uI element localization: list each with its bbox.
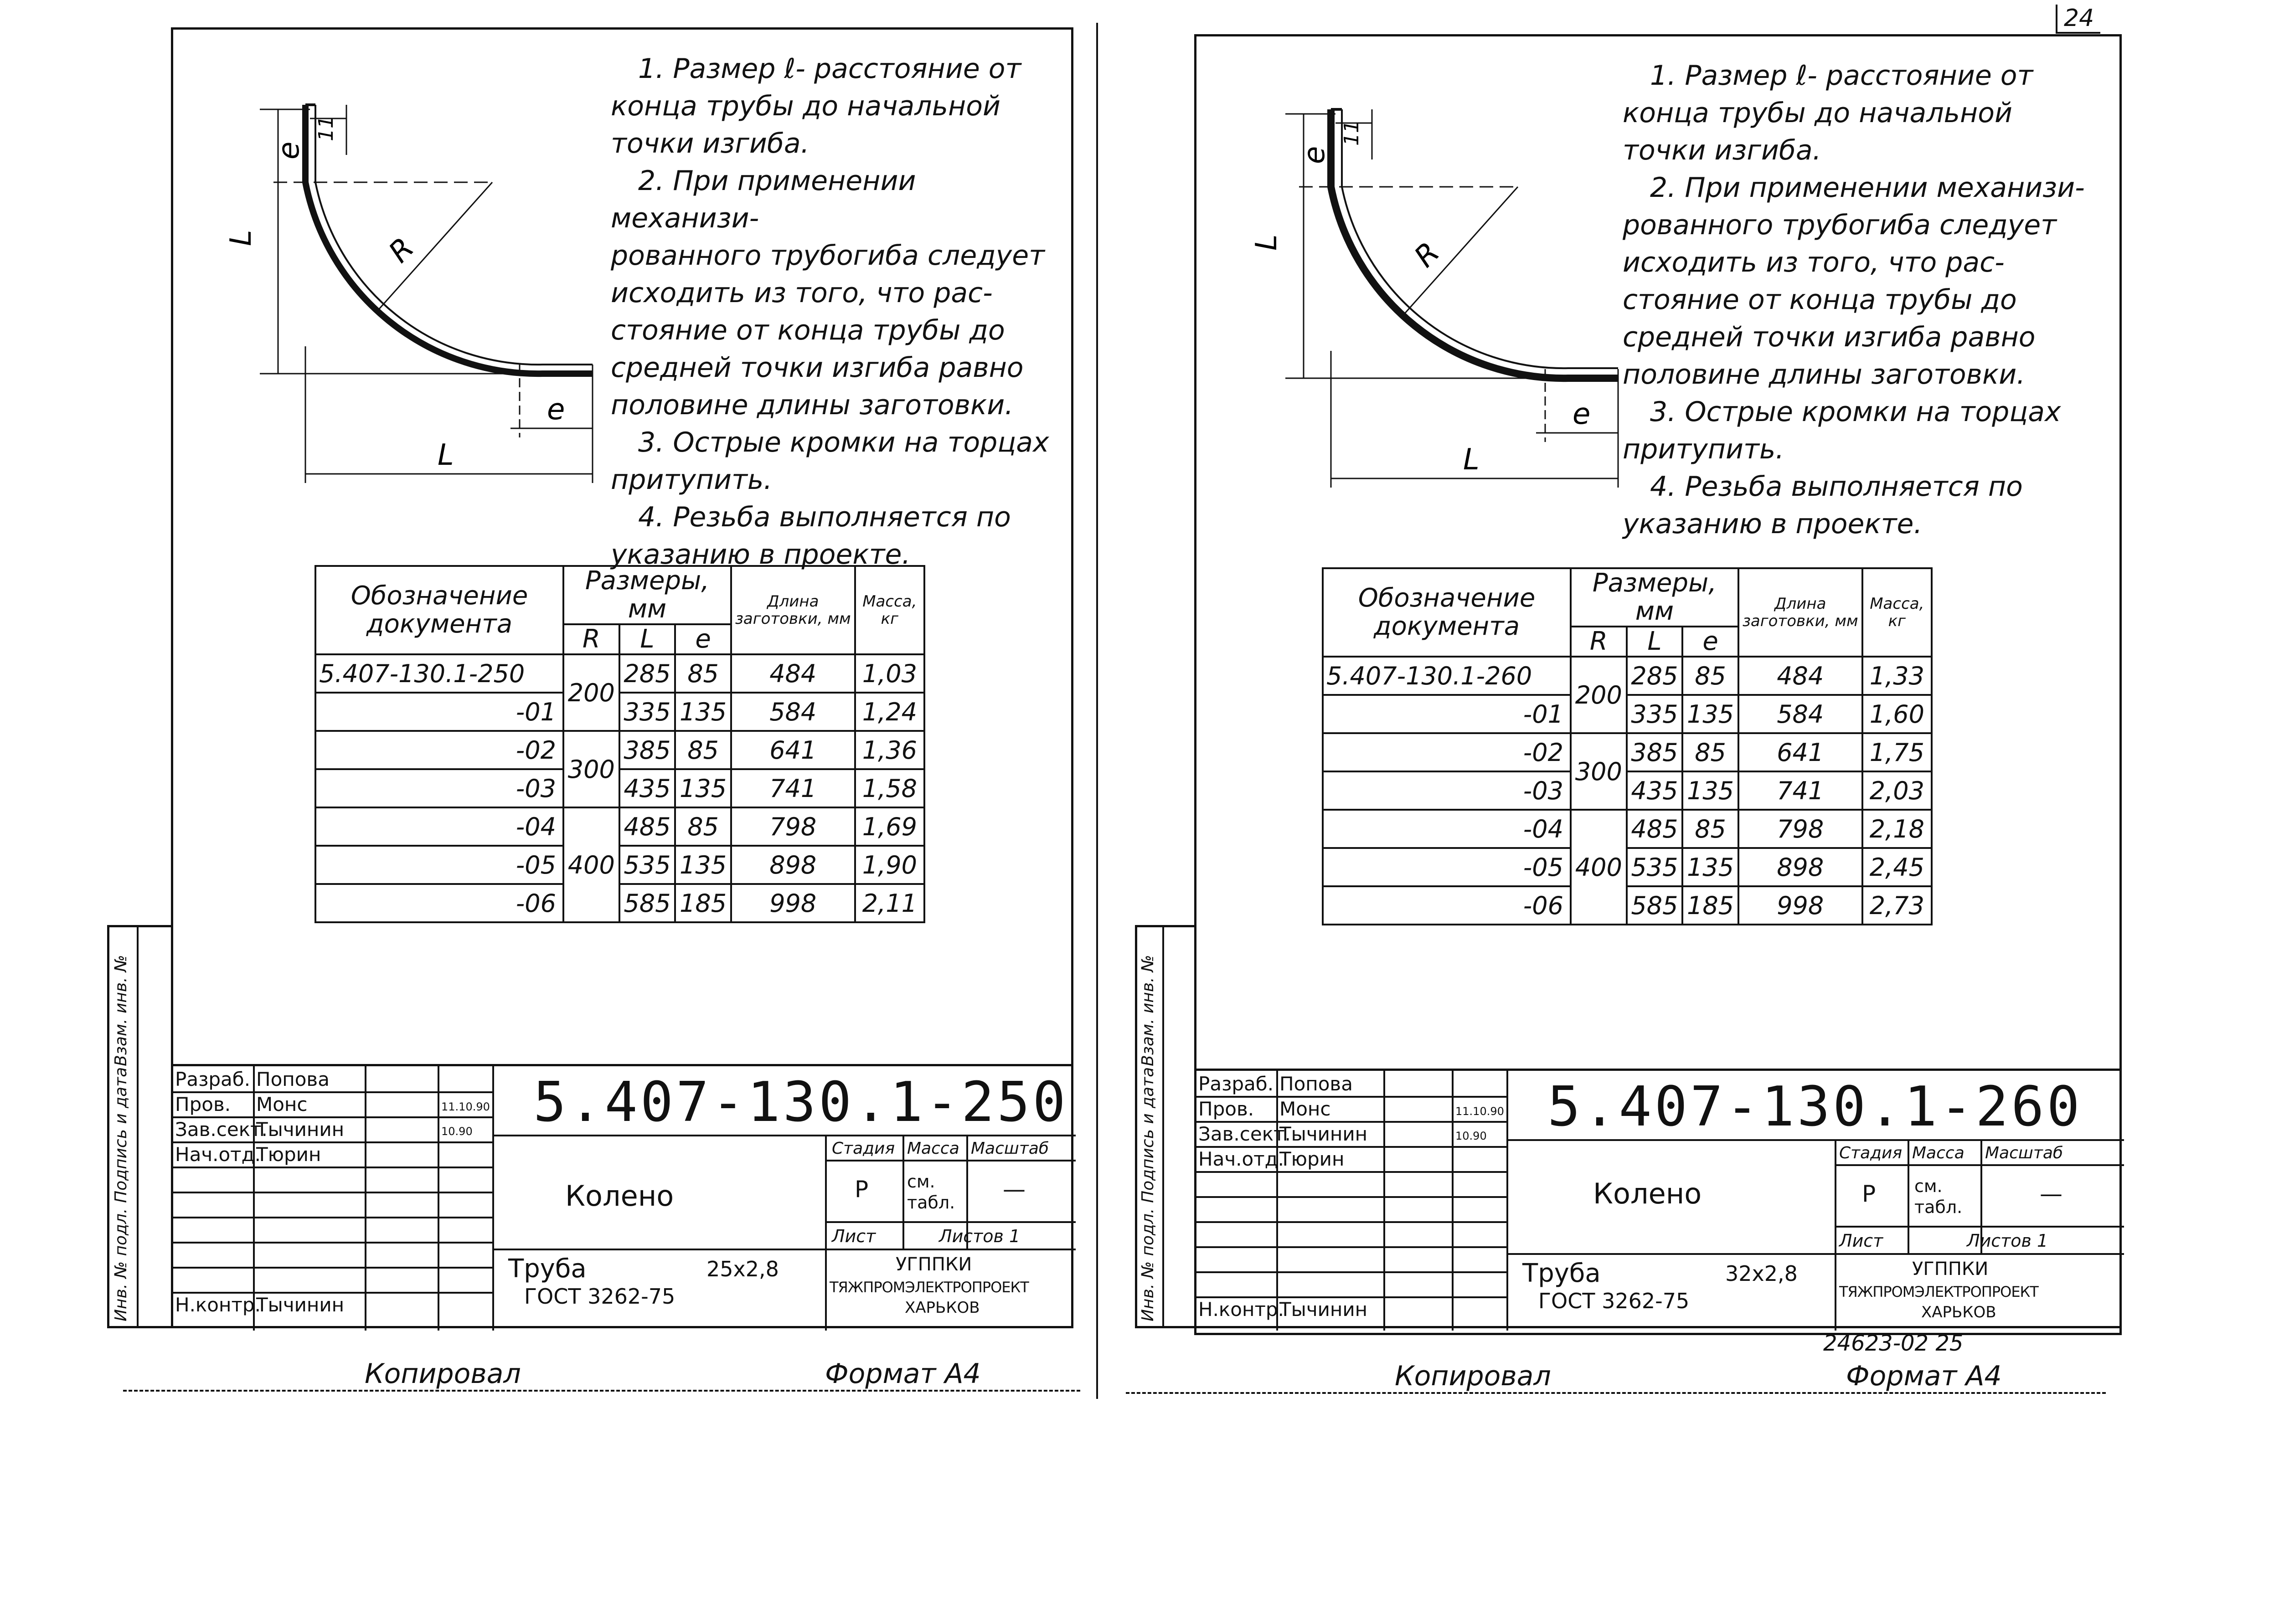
cell-mass: 1,33 [1862, 657, 1932, 695]
header-stage: Стадия [832, 1139, 895, 1158]
cell-L: 435 [619, 769, 675, 807]
note-line: точки изгиба. [1623, 134, 1821, 166]
table-row [315, 731, 924, 769]
cell-R: 200 [1571, 657, 1627, 733]
org-1: УГППКИ [1912, 1259, 1989, 1280]
header-mass: Масса, кг [1862, 568, 1932, 657]
doc-number: 5.407-130.1-260 [1547, 1075, 2083, 1139]
standard: ГОСТ 3262-75 [524, 1284, 675, 1309]
cell-length: 584 [1738, 695, 1862, 733]
cell-mass: 2,73 [1862, 886, 1932, 925]
cell-mass: 1,60 [1862, 695, 1932, 733]
item-name: Колено [565, 1179, 674, 1213]
cell-length: 998 [731, 884, 855, 922]
cell-L: 285 [619, 654, 675, 693]
header-scale: Масштаб [971, 1139, 1049, 1158]
sheet-separator [1096, 23, 1098, 1399]
cell-length: 798 [731, 807, 855, 846]
table-row [1323, 695, 1932, 733]
note-line: стояние от конца трубы до [611, 314, 1005, 346]
cell-mass: 1,90 [855, 846, 924, 884]
cell-designation: -06 [1323, 886, 1571, 925]
table-row [315, 654, 924, 693]
header-mass: Масса, кг [855, 566, 924, 654]
role-dept-head: Нач.отд. [1198, 1148, 1284, 1170]
cell-designation: -05 [315, 846, 563, 884]
doc-number: 5.407-130.1-250 [533, 1071, 1068, 1134]
cell-e: 135 [1682, 848, 1738, 886]
table-row [315, 769, 924, 807]
note-line: 2. При применении механизи- [1650, 172, 2085, 204]
header-length: Длина заготовки, мм [1738, 568, 1862, 657]
sheets-count: Листов 1 [1967, 1231, 2048, 1251]
org-1: УГППКИ [896, 1254, 972, 1275]
cell-L: 385 [619, 731, 675, 769]
cell-R: 400 [1571, 810, 1627, 925]
sheet-1-label-L-vert: L [224, 230, 258, 246]
mass-value: см. табл. [907, 1172, 955, 1213]
note-line: притупить. [1623, 433, 1784, 465]
note-line: притупить. [611, 464, 773, 496]
cell-mass: 1,75 [1862, 733, 1932, 771]
cell-length: 741 [1738, 771, 1862, 810]
sheet-2-label-e-horiz: e [1573, 397, 1591, 431]
table-row [1323, 810, 1932, 848]
role-sector-head: Зав.сект. [1198, 1123, 1291, 1145]
note-line: 2. При применении механизи- [611, 165, 916, 234]
cell-designation: -01 [315, 693, 563, 731]
role-checker: Пров. [1198, 1098, 1254, 1120]
footer-format: Формат А4 [1846, 1360, 2002, 1392]
role-developer: Разраб. [1198, 1073, 1274, 1095]
table-row [1323, 848, 1932, 886]
cell-length: 484 [731, 654, 855, 693]
note-line: точки изгиба. [611, 128, 810, 159]
header-designation: Обозначение документа [1323, 568, 1571, 657]
sheet-2-pipe-bend-drawing [1226, 96, 1636, 497]
cell-length: 484 [1738, 657, 1862, 695]
table-row [1323, 657, 1932, 695]
cell-L: 335 [619, 693, 675, 731]
cell-R: 300 [563, 731, 619, 807]
name-norm-control: Тычинин [1279, 1298, 1368, 1321]
name-dept-head: Тюрин [256, 1143, 321, 1166]
role-developer: Разраб. [175, 1068, 251, 1090]
note-line: рованного трубогиба следует [1623, 209, 2057, 241]
cell-R: 300 [1571, 733, 1627, 810]
header-R: R [563, 624, 619, 654]
table-row [1323, 771, 1932, 810]
header-e: e [1682, 627, 1738, 657]
name-dept-head: Тюрин [1279, 1148, 1345, 1170]
scale-value: — [1003, 1176, 1026, 1203]
header-R: R [1571, 627, 1627, 657]
note-line: средней точки изгиба равно [1623, 321, 2036, 353]
mass-value: см. табл. [1914, 1176, 1963, 1217]
org-2: ТЯЖПРОМЭЛЕКТРОПРОЕКТ [1839, 1283, 2038, 1300]
sheet-1-label-e-vert: e [272, 141, 306, 159]
cell-mass: 2,45 [1862, 848, 1932, 886]
header-stage: Стадия [1839, 1144, 1903, 1162]
sheet-1-label-L-horiz: L [438, 438, 454, 472]
sheet-1-spec-table [315, 565, 925, 923]
sheet-1-cut-line [123, 1390, 1080, 1392]
sheet-2-title-block [1194, 1069, 2122, 1328]
cell-e: 135 [1682, 771, 1738, 810]
note-line: конца трубы до начальной [1623, 97, 2012, 129]
header-sizes: Размеры, мм [1571, 568, 1738, 627]
cell-designation: 5.407-130.1-260 [1323, 657, 1571, 695]
sheet-1-notes [611, 50, 1067, 573]
cell-L: 485 [619, 807, 675, 846]
cell-designation: -05 [1323, 848, 1571, 886]
footer-copied: Копировал [365, 1358, 521, 1390]
cell-e: 135 [675, 769, 731, 807]
corner-page-number: 24 [2056, 5, 2100, 34]
role-norm-control: Н.контр. [175, 1294, 261, 1316]
cell-designation: -04 [315, 807, 563, 846]
material: Труба [1522, 1259, 1601, 1288]
cell-L: 535 [619, 846, 675, 884]
cell-L: 435 [1627, 771, 1683, 810]
table-row [315, 884, 924, 922]
name-norm-control: Тычинин [256, 1294, 345, 1316]
cell-mass: 1,58 [855, 769, 924, 807]
name-developer: Попова [1279, 1073, 1353, 1095]
note-line: половине длины заготовки. [611, 389, 1014, 421]
date-1: 11.10.90 [441, 1100, 490, 1113]
note-line: 3. Острые кромки на торцах [638, 427, 1049, 458]
note-line: стояние от конца трубы до [1623, 284, 2017, 316]
cell-length: 898 [1738, 848, 1862, 886]
sheet-2-cut-line [1126, 1392, 2106, 1394]
sheet-1-title-block [171, 1064, 1073, 1328]
cell-e: 135 [675, 846, 731, 884]
cell-designation: -02 [315, 731, 563, 769]
org-3: ХАРЬКОВ [905, 1299, 980, 1317]
cell-e: 185 [675, 884, 731, 922]
stage-value: Р [1862, 1181, 1876, 1207]
cell-e: 85 [1682, 733, 1738, 771]
cell-L: 485 [1627, 810, 1683, 848]
sheet-2-label-L-horiz: L [1463, 443, 1480, 477]
name-checker: Монс [1279, 1098, 1331, 1120]
cell-length: 641 [1738, 733, 1862, 771]
cell-e: 85 [1682, 810, 1738, 848]
note-line: указанию в проекте. [611, 539, 911, 570]
item-name: Колено [1593, 1177, 1702, 1210]
side-label: Взам. инв. № [1139, 955, 1157, 1066]
note-line: исходить из того, что рас- [611, 277, 993, 309]
side-strip-divider [137, 925, 139, 1328]
header-mass: Масса [907, 1139, 959, 1158]
cell-e: 135 [1682, 695, 1738, 733]
cell-mass: 1,24 [855, 693, 924, 731]
date-2: 10.90 [441, 1125, 473, 1138]
sheet-label: Лист [1839, 1231, 1883, 1251]
standard: ГОСТ 3262-75 [1538, 1289, 1690, 1313]
header-scale: Масштаб [1985, 1144, 2063, 1162]
cell-length: 584 [731, 693, 855, 731]
cell-length: 641 [731, 731, 855, 769]
name-sector-head: Тычинин [256, 1118, 345, 1141]
footer-format: Формат А4 [825, 1358, 981, 1390]
scale-value: — [2040, 1181, 2062, 1207]
cell-length: 898 [731, 846, 855, 884]
sheets-count: Листов 1 [939, 1226, 1021, 1246]
cell-length: 798 [1738, 810, 1862, 848]
cell-designation: -06 [315, 884, 563, 922]
date-2: 10.90 [1455, 1130, 1487, 1142]
org-2: ТЯЖПРОМЭЛЕКТРОПРОЕКТ [830, 1279, 1029, 1296]
cell-e: 85 [675, 731, 731, 769]
note-line: исходить из того, что рас- [1623, 247, 2005, 278]
cell-e: 135 [675, 693, 731, 731]
note-line: 3. Острые кромки на торцах [1650, 396, 2061, 428]
sheet-1-label-thread: 11 [315, 116, 338, 141]
bottom-code: 24623-02 25 [1823, 1331, 1964, 1356]
cell-mass: 1,69 [855, 807, 924, 846]
cell-mass: 2,03 [1862, 771, 1932, 810]
cell-length: 741 [731, 769, 855, 807]
cell-mass: 1,03 [855, 654, 924, 693]
cell-designation: -01 [1323, 695, 1571, 733]
sheet-2-label-thread: 11 [1340, 120, 1363, 146]
sheet-1-pipe-bend-drawing [201, 91, 611, 492]
header-mass: Масса [1912, 1144, 1964, 1162]
note-line: 1. Размер ℓ- расстояние от [638, 53, 1021, 85]
cell-designation: -02 [1323, 733, 1571, 771]
cell-L: 585 [1627, 886, 1683, 925]
role-sector-head: Зав.сект. [175, 1118, 268, 1141]
material: Труба [508, 1254, 587, 1284]
cell-e: 85 [675, 807, 731, 846]
cell-length: 998 [1738, 886, 1862, 925]
cell-designation: -03 [1323, 771, 1571, 810]
sheet-2-notes [1623, 57, 2097, 543]
note-line: указанию в проекте. [1623, 508, 1923, 540]
note-line: 4. Резьба выполняется по [1650, 471, 2023, 503]
name-sector-head: Тычинин [1279, 1123, 1368, 1145]
sheet-label: Лист [832, 1226, 876, 1246]
side-strip-divider [1162, 925, 1164, 1328]
role-dept-head: Нач.отд. [175, 1143, 261, 1166]
header-length: Длина заготовки, мм [731, 566, 855, 654]
note-line: рованного трубогиба следует [611, 240, 1045, 272]
table-row [1323, 733, 1932, 771]
header-L: L [619, 624, 675, 654]
sheet-1-label-e-horiz: e [547, 393, 565, 427]
date-1: 11.10.90 [1455, 1105, 1504, 1118]
side-label: Подпись и дата [1139, 1067, 1157, 1203]
sheet-2-spec-table [1322, 567, 1933, 925]
cell-mass: 1,36 [855, 731, 924, 769]
material-size: 32x2,8 [1725, 1261, 1798, 1286]
table-row [315, 693, 924, 731]
cell-R: 400 [563, 807, 619, 922]
cell-L: 385 [1627, 733, 1683, 771]
name-checker: Монс [256, 1093, 308, 1115]
cell-L: 585 [619, 884, 675, 922]
header-e: e [675, 624, 731, 654]
note-line: 4. Резьба выполняется по [638, 501, 1011, 533]
sheet-2-label-R: R [1408, 236, 1446, 274]
stage-value: Р [855, 1176, 869, 1203]
cell-mass: 2,18 [1862, 810, 1932, 848]
note-line: половине длины заготовки. [1623, 359, 2026, 391]
cell-L: 335 [1627, 695, 1683, 733]
role-norm-control: Н.контр. [1198, 1298, 1284, 1321]
material-size: 25x2,8 [706, 1257, 779, 1281]
cell-e: 185 [1682, 886, 1738, 925]
name-developer: Попова [256, 1068, 330, 1090]
note-line: конца трубы до начальной [611, 90, 1000, 122]
side-label: Подпись и дата [112, 1067, 130, 1203]
cell-designation: -04 [1323, 810, 1571, 848]
sheet-2-label-L-vert: L [1250, 234, 1284, 251]
org-3: ХАРЬКОВ [1921, 1303, 1996, 1321]
footer-copied: Копировал [1395, 1360, 1551, 1392]
cell-e: 85 [1682, 657, 1738, 695]
note-line: средней точки изгиба равно [611, 352, 1024, 384]
cell-designation: 5.407-130.1-250 [315, 654, 563, 693]
table-row [1323, 886, 1932, 925]
cell-R: 200 [563, 654, 619, 731]
side-label: Инв. № подл. [1139, 1208, 1157, 1321]
side-label: Взам. инв. № [112, 955, 130, 1066]
cell-e: 85 [675, 654, 731, 693]
cell-L: 535 [1627, 848, 1683, 886]
cell-L: 285 [1627, 657, 1683, 695]
header-sizes: Размеры, мм [563, 566, 731, 624]
note-line: 1. Размер ℓ- расстояние от [1650, 60, 2033, 92]
header-L: L [1627, 627, 1683, 657]
cell-mass: 2,11 [855, 884, 924, 922]
role-checker: Пров. [175, 1093, 231, 1115]
sheet-1-label-R: R [382, 231, 421, 270]
table-row [315, 807, 924, 846]
table-row [315, 846, 924, 884]
header-designation: Обозначение документа [315, 566, 563, 654]
side-label: Инв. № подл. [112, 1208, 130, 1321]
sheet-2-label-e-vert: e [1298, 146, 1331, 164]
cell-designation: -03 [315, 769, 563, 807]
